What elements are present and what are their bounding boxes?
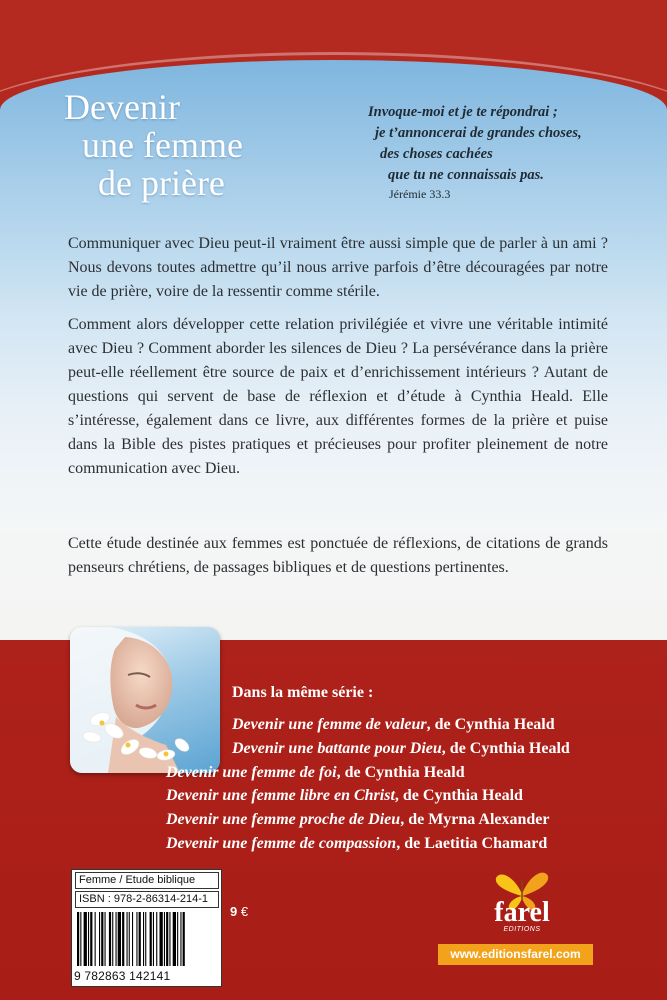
price-value: 9 bbox=[230, 904, 238, 919]
price-currency: € bbox=[240, 904, 249, 919]
series-book-5 bbox=[166, 810, 550, 830]
category-label: Femme / Etude biblique bbox=[75, 872, 219, 889]
description-paragraph-2: Comment alors développer cette relation privilégiée et vivre une véritable intimité avec Dieu ? Comment aborder les silences de Dieu ? La persévérance dans la prière peut-elle réellement être source de paix et d’enrichissement intérieurs ? Autant de questions qui servent de base de réflexion et d’étude à Cynthia Heald. Elle s’intéresse, également dans ce livre, aux différentes formes de la prière et puise dans la Bible des pistes pratiques et précieuses pour profiter pleinement de notre communication avec Dieu. bbox=[68, 316, 608, 477]
title-line-1: Devenir bbox=[64, 87, 180, 127]
series-book-author: , de Cynthia Heald bbox=[336, 764, 465, 781]
series-book-1 bbox=[232, 715, 555, 735]
quote-reference: Jérémie 33.3 bbox=[389, 187, 451, 201]
quote-line-3: des choses cachées bbox=[380, 146, 493, 162]
barcode-icon bbox=[75, 912, 220, 968]
quote-line-1: Invoque-moi et je te répondrai ; bbox=[368, 104, 558, 120]
title-line-3: de prière bbox=[98, 163, 225, 203]
series-book-title: Devenir une femme libre en Christ bbox=[166, 787, 395, 804]
series-book-title: Devenir une femme proche de Dieu bbox=[166, 811, 401, 828]
series-book-3 bbox=[166, 763, 465, 783]
series-book-title: Devenir une battante pour Dieu bbox=[232, 740, 442, 757]
series-book-author: , de Cynthia Heald bbox=[426, 716, 555, 733]
series-book-author: , de Cynthia Heald bbox=[441, 740, 570, 757]
title-line-2: une femme bbox=[82, 125, 243, 165]
price bbox=[230, 904, 248, 919]
woman-with-flowers-photo bbox=[70, 627, 220, 773]
series-book-6 bbox=[166, 834, 547, 854]
publisher-subtitle: EDITIONS bbox=[503, 926, 541, 933]
series-book-author: , de Cynthia Heald bbox=[394, 787, 523, 804]
series-book-author: , de Laetitia Chamard bbox=[396, 835, 548, 852]
description-paragraph-3: Cette étude destinée aux femmes est ponctuée de réflexions, de citations de grands penseurs chrétiens, de passages bibliques et de questions pertinentes. bbox=[68, 535, 608, 576]
description-paragraph-1: Communiquer avec Dieu peut-il vraiment être aussi simple que de parler à un ami ? Nous devons toutes admettre qu’il nous arrive parfois d’être découragées par notre vie de prière, voire de la ressentir comme stérile. bbox=[68, 235, 608, 300]
series-book-2 bbox=[232, 739, 570, 759]
barcode-panel bbox=[71, 869, 222, 987]
isbn-label: ISBN : 978-2-86314-214-1 bbox=[75, 891, 219, 908]
publisher-name: farel bbox=[494, 897, 550, 928]
series-book-title: Devenir une femme de compassion bbox=[166, 835, 397, 852]
bible-quote bbox=[368, 102, 658, 186]
publisher-website: www.editionsfarel.com bbox=[438, 944, 593, 965]
series-book-title: Devenir une femme de valeur bbox=[232, 716, 427, 733]
series-book-4 bbox=[166, 786, 523, 806]
quote-line-2: je t’annoncerai de grandes choses, bbox=[375, 125, 582, 141]
quote-line-4: que tu ne connaissais pas. bbox=[388, 167, 544, 183]
series-heading: Dans la même série : bbox=[232, 684, 374, 701]
book-title bbox=[64, 88, 324, 202]
series-book-title: Devenir une femme de foi bbox=[166, 764, 337, 781]
ean-digits: 9 782863 142141 bbox=[74, 969, 171, 983]
series-book-author: , de Myrna Alexander bbox=[400, 811, 550, 828]
